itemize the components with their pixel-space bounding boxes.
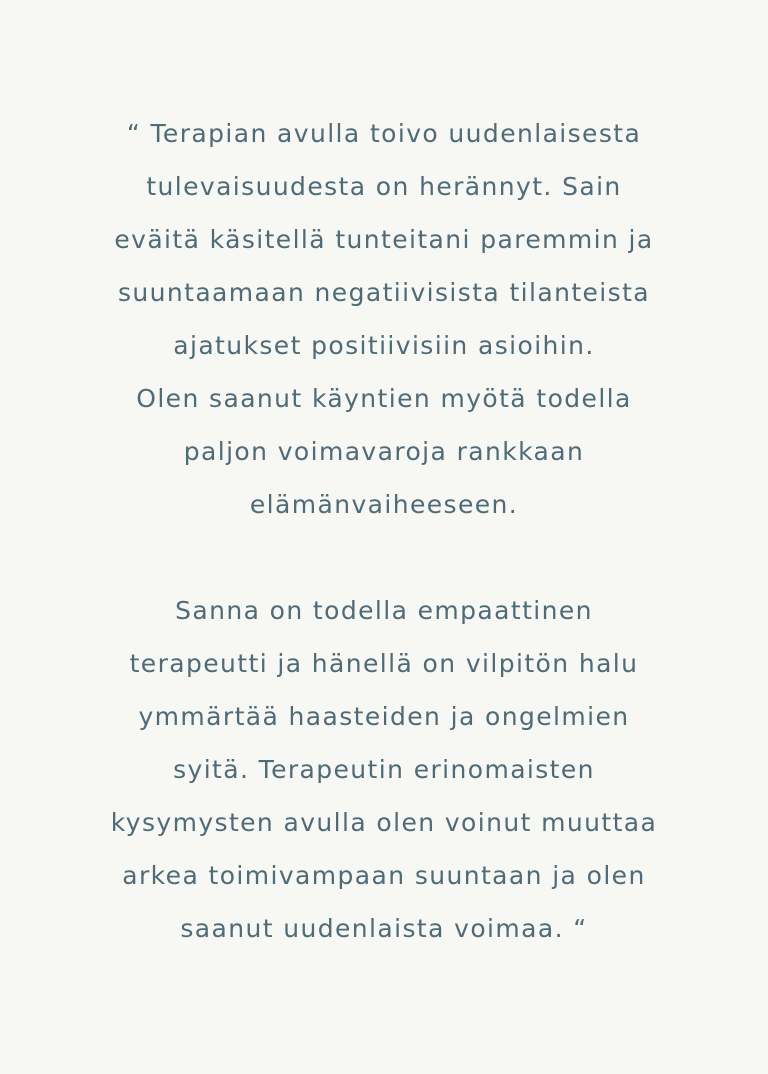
quote-line: Olen saanut käyntien myötä todella: [136, 384, 632, 413]
quote-line: Sanna on todella empaattinen: [175, 596, 593, 625]
quote-line: paljon voimavaroja rankkaan: [183, 437, 585, 466]
quote-line: “ Terapian avulla toivo uudenlaisesta: [126, 119, 642, 148]
quote-line: arkea toimivampaan suuntaan ja olen: [122, 861, 646, 890]
quote-line: ymmärtää haasteiden ja ongelmien: [138, 702, 630, 731]
quote-line: saanut uudenlaista voimaa. “: [180, 914, 588, 943]
quote-paragraph-2: [0, 584, 768, 955]
quote-line: suuntaamaan negatiivisista tilanteista: [117, 278, 651, 307]
quote-line: elämänvaiheeseen.: [249, 490, 519, 519]
quote-line: syitä. Terapeutin erinomaisten: [173, 755, 595, 784]
testimonial-quote: [0, 107, 768, 955]
quote-line: terapeutti ja hänellä on vilpitön halu: [129, 649, 639, 678]
quote-line: kysymysten avulla olen voinut muuttaa: [110, 808, 658, 837]
quote-line: eväitä käsitellä tunteitani paremmin ja: [114, 225, 654, 254]
quote-line: tulevaisuudesta on herännyt. Sain: [146, 172, 622, 201]
quote-paragraph-1: [0, 107, 768, 531]
quote-line: ajatukset positiivisiin asioihin.: [173, 331, 595, 360]
